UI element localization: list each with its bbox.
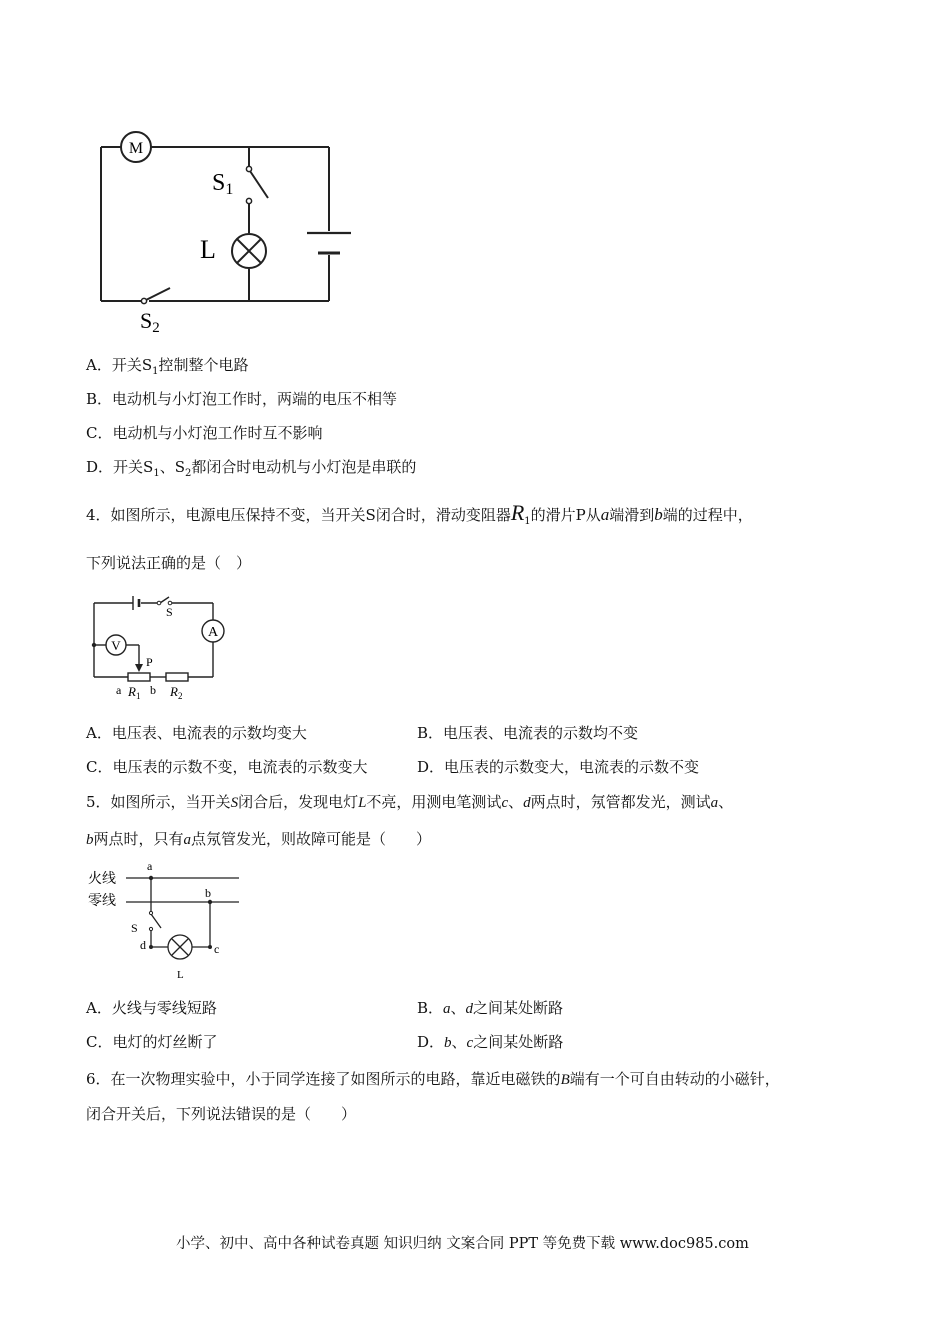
q4-stem-line2: 下列说法正确的是（ ） (86, 554, 252, 572)
svg-text:V: V (111, 638, 121, 653)
resistor-r1 (128, 673, 150, 681)
q3-option-b[interactable]: B．电动机与小灯泡工作时，两端的电压不相等 (86, 390, 398, 408)
svg-text:S: S (131, 921, 138, 935)
svg-text:火线: 火线 (88, 872, 116, 887)
ammeter (202, 620, 224, 642)
q3-option-c[interactable]: C．电动机与小灯泡工作时互不影响 (86, 424, 323, 442)
circuit-figure-2 (86, 588, 236, 704)
q5-option-d[interactable]: D．b、c之间某处断路 (417, 1033, 564, 1051)
svg-text:R2: $R_2$ (170, 684, 183, 701)
svg-text:b: b (150, 683, 156, 697)
svg-text:零线: 零线 (88, 894, 116, 909)
svg-text:a: a (116, 683, 122, 697)
q6-stem-line1: 6．在一次物理实验中，小于同学连接了如图所示的电路，靠近电磁铁的B端有一个可自由转动的小磁针， (86, 1070, 780, 1088)
motor (121, 132, 151, 162)
q5-stem-line2: b两点时，只有a点氖管发光，则故障可能是（ ） (86, 830, 432, 848)
circuit-figure-1 (90, 118, 370, 340)
svg-text:L: L (177, 969, 184, 981)
svg-text:P: P (146, 655, 153, 669)
q4-option-b[interactable]: B．电压表、电流表的示数均不变 (417, 724, 639, 742)
svg-text:b: b (205, 886, 211, 900)
lamp (232, 234, 266, 268)
svg-text:M: M (128, 140, 144, 157)
lamp-label: L (200, 235, 216, 264)
svg-text:c: c (214, 942, 220, 956)
svg-text:A: A (207, 625, 219, 640)
svg-text:S: S (166, 605, 173, 619)
q5-option-b[interactable]: B．a、d之间某处断路 (417, 999, 564, 1017)
q5-option-a[interactable]: A．火线与零线短路 (86, 999, 217, 1017)
s1-label: S1 (212, 170, 234, 198)
q4-stem-line1: 4．如图所示，电源电压保持不变，当开关S闭合时，滑动变阻器$R_1$的滑片P从a端滑到b端的过程中， (86, 500, 753, 527)
battery (307, 233, 351, 253)
page-footer: 小学、初中、高中各种试卷真题 知识归纳 文案合同 PPT 等免费下载 www.doc985.com (176, 1236, 749, 1252)
battery-cell (133, 596, 139, 610)
svg-text:R1: $R_1$ (128, 684, 141, 701)
voltmeter (106, 635, 126, 655)
s2-label: S2 (140, 308, 160, 336)
svg-text:a: a (147, 859, 153, 873)
svg-text:d: d (140, 938, 146, 952)
resistor-r2 (166, 673, 188, 681)
q4-option-d[interactable]: D．电压表的示数变大，电流表的示数不变 (417, 758, 700, 776)
q5-option-c[interactable]: C．电灯的灯丝断了 (86, 1033, 218, 1051)
lamp-l (168, 935, 192, 959)
q4-option-c[interactable]: C．电压表的示数不变，电流表的示数变大 (86, 758, 368, 776)
q3-option-a[interactable]: A．开关$S_1$控制整个电路 (86, 356, 249, 377)
q6-stem-line2: 闭合开关后，下列说法错误的是（ ） (86, 1105, 357, 1123)
q5-stem-line1: 5．如图所示，当开关S闭合后，发现电灯L不亮，用测电笔测试c、d两点时，氖管都发光，测试a、 (86, 793, 734, 811)
circuit-figure-3 (86, 856, 246, 984)
slider-arrow (135, 664, 143, 672)
q4-option-a[interactable]: A．电压表、电流表的示数均变大 (86, 724, 307, 742)
q3-option-d[interactable]: D．开关$S_1$、$S_2$都闭合时电动机与小灯泡是串联的 (86, 458, 417, 479)
